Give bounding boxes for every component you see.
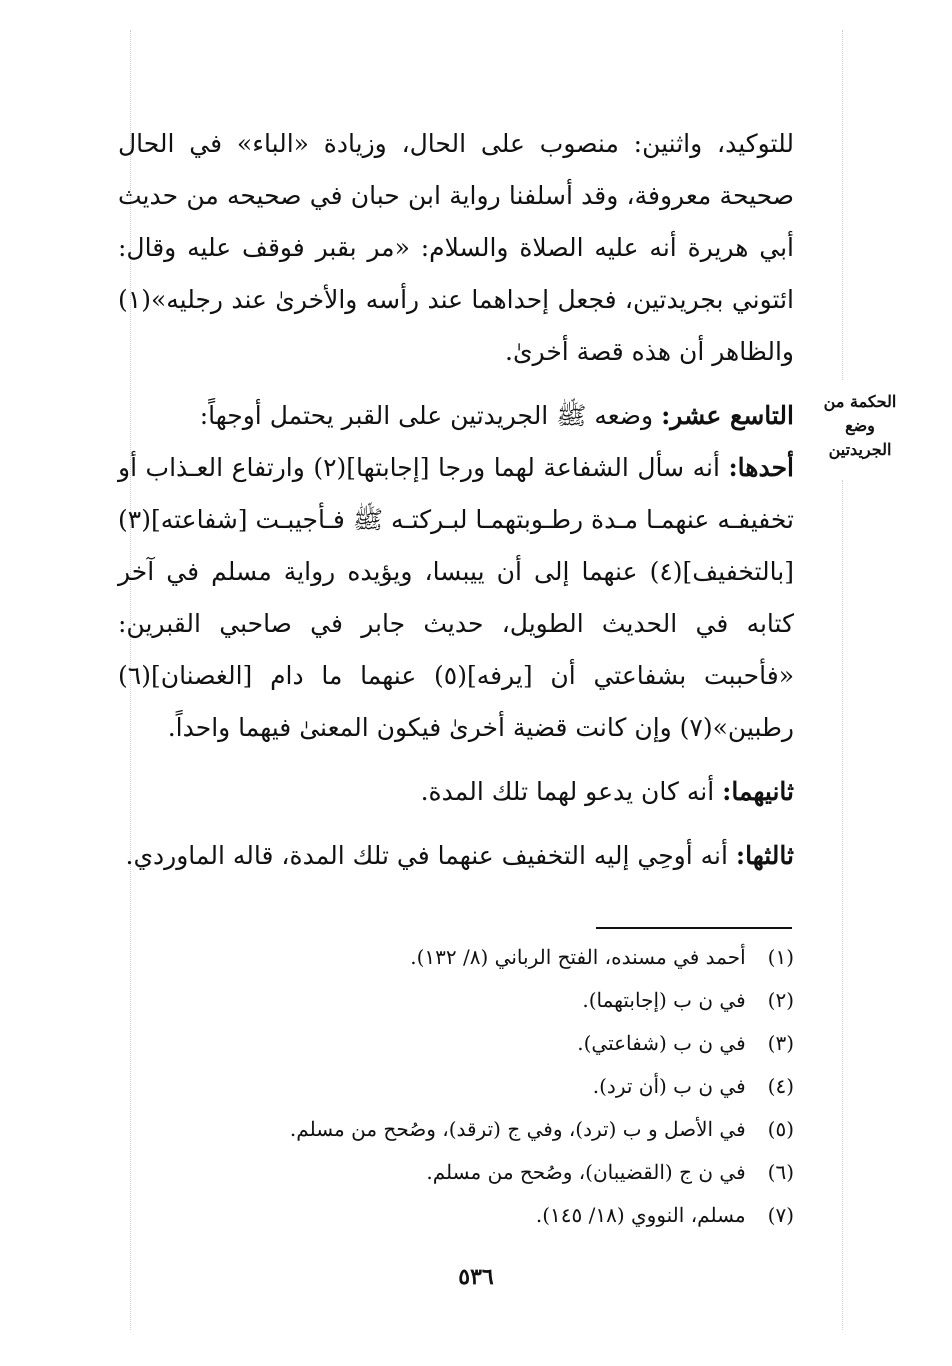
paragraph-text: أنه سأل الشفاعة لهما ورجا [إجابتها](٢) وارتفاع العـذاب أو تخفيفـه عنهمـا مـدة رطـوبتهمـا لبـركتـه ﷺ فـأجيبـت [شفاعته](٣) [بالتخفيف](٤) عنهما إلى أن ييبسا، ويؤيده رواية مسلم في آخر كتابه في الحديث الطويل، حديث جابر في صاحبي القبرين: «فأحببت بشفاعتي أن [يرفه](٥) عنهما ما دام [الغصنان](٦) رطبين»(٧) وإن كانت قضية أخرىٰ فيكون المعنىٰ فيهما واحداً. — [118, 453, 794, 742]
footnote-item — [200, 979, 794, 1022]
footnote-number: (٣) — [767, 1031, 794, 1055]
footnote-item — [200, 936, 794, 979]
paragraph-lead: ثانيهما: — [722, 777, 794, 806]
main-text — [118, 118, 794, 882]
margin-heading: الحكمة من وضع الجريدتين — [823, 392, 897, 459]
footnote-item — [200, 1194, 794, 1237]
footnote-text: في ن ب (أن ترد). — [592, 1074, 746, 1098]
footnote-number: (٢) — [767, 988, 794, 1012]
footnote-text: في ن ب (شفاعتي). — [577, 1031, 746, 1055]
scan-artifact-line — [842, 30, 844, 380]
footnote-text: مسلم، النووي (١٨/ ١٤٥). — [535, 1203, 746, 1227]
footnote-text: في ن ج (القضيبان)، وصُحح من مسلم. — [426, 1160, 746, 1184]
paragraph-text: للتوكيد، واثنين: منصوب على الحال، وزيادة «الباء» في الحال صحيحة معروفة، وقد أسلفنا رواية ابن حبان في صحيحه من حديث أبي هريرة أنه عليه الصلاة والسلام: «مر بقبر فوقف عليه وقال: ائتوني بجريدتين، فجعل إحداهما عند رأسه والأخرىٰ عند رجليه»(١) والظاهر أن هذه قصة أخرىٰ. — [118, 129, 794, 366]
paragraph-lead: ثالثها: — [735, 841, 794, 870]
paragraph-lead: أحدها: — [728, 453, 794, 482]
footnotes — [200, 936, 794, 1237]
footnote-number: (١) — [767, 945, 794, 969]
footnote-separator — [596, 927, 792, 929]
footnote-number: (٥) — [767, 1117, 794, 1141]
footnote-number: (٧) — [767, 1203, 794, 1227]
footnote-text: في الأصل و ب (ترد)، وفي ج (ترقد)، وصُحح من مسلم. — [289, 1117, 746, 1141]
footnote-number: (٦) — [767, 1160, 794, 1184]
footnote-number: (٤) — [767, 1074, 794, 1098]
paragraph-lead: التاسع عشر: — [661, 401, 794, 430]
paragraph-first-reason — [118, 442, 794, 754]
paragraph-text: أنه أوحِي إليه التخفيف عنهما في تلك المدة، قاله الماوردي. — [125, 841, 736, 870]
paragraph-ninth — [118, 390, 794, 442]
footnote-item — [200, 1108, 794, 1151]
paragraph-intro — [118, 118, 794, 378]
page-number: ٥٣٦ — [458, 1264, 494, 1290]
scan-artifact-line — [842, 480, 844, 1330]
footnote-text: في ن ب (إجابتهما). — [582, 988, 746, 1012]
paragraph-text: وضعه ﷺ الجريدتين على القبر يحتمل أوجهاً: — [199, 401, 662, 430]
paragraph-text: أنه كان يدعو لهما تلك المدة. — [420, 777, 723, 806]
footnote-item — [200, 1022, 794, 1065]
paragraph-third-reason — [118, 830, 794, 882]
footnote-item — [200, 1151, 794, 1194]
footnote-item — [200, 1065, 794, 1108]
paragraph-second-reason — [118, 766, 794, 818]
footnote-text: أحمد في مسنده، الفتح الرباني (٨/ ١٣٢). — [410, 945, 746, 969]
